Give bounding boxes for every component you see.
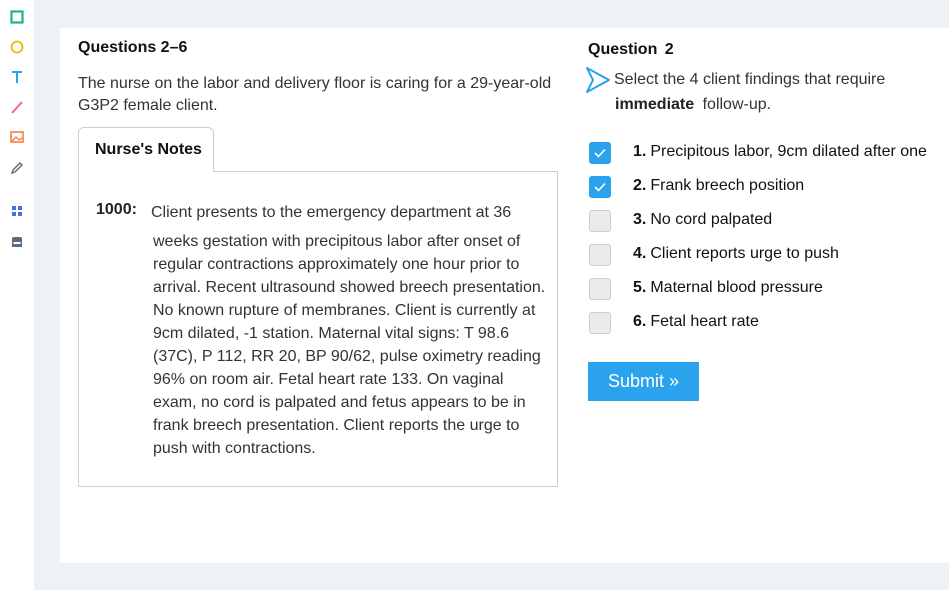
line-tool[interactable]	[8, 98, 26, 116]
line-icon	[10, 100, 24, 114]
option-number: 1.	[633, 143, 647, 160]
square-icon	[10, 10, 24, 24]
instruction-text-line2	[615, 96, 771, 114]
note-line: weeks gestation with precipitous labor after onset of	[153, 233, 521, 250]
option-number: 6.	[633, 313, 647, 330]
note-text	[153, 201, 549, 460]
option-label	[633, 211, 772, 229]
option-6[interactable]	[589, 310, 949, 336]
instruction-text: Select the 4 client findings that require	[614, 71, 886, 88]
option-number: 4.	[633, 245, 647, 262]
text-icon	[10, 70, 24, 84]
option-label	[633, 245, 839, 263]
checkbox[interactable]	[589, 244, 611, 266]
option-text: Frank breech position	[650, 177, 805, 194]
note-time: 1000:	[96, 201, 137, 218]
circle-tool[interactable]	[8, 38, 26, 56]
pencil-icon	[10, 161, 24, 175]
text-tool[interactable]	[8, 68, 26, 86]
pointer-arrow-icon	[586, 67, 610, 93]
note-line: Client presents to the emergency department at 36	[151, 204, 512, 221]
option-text: No cord palpated	[650, 211, 773, 228]
option-1[interactable]	[589, 140, 949, 166]
apps-tool[interactable]	[8, 202, 26, 220]
option-label	[633, 177, 804, 195]
option-text: Client reports urge to push	[650, 245, 839, 262]
checkbox[interactable]	[589, 210, 611, 232]
note-line: (37C), P 112, RR 20, BP 90/62, pulse oximetry reading	[153, 348, 541, 365]
note-line: 96% on room air. Fetal heart rate 133. On vaginal	[153, 371, 504, 388]
option-number: 2.	[633, 177, 647, 194]
image-tool[interactable]	[8, 128, 26, 146]
image-icon	[10, 130, 24, 144]
note-line: push with contractions.	[153, 440, 316, 457]
question-range-title: Questions 2–6	[78, 39, 188, 56]
option-2[interactable]	[589, 174, 949, 200]
option-5[interactable]	[589, 276, 949, 302]
note-line: 9cm dilated, -1 station. Maternal vital signs: T 98.6	[153, 325, 510, 342]
note-line: frank breech presentation. Client reports the urge to	[153, 417, 520, 434]
option-text: Fetal heart rate	[650, 313, 759, 330]
note-line: regular contractions approximately one hour prior to	[153, 256, 520, 273]
tab-label: Nurse's Notes	[95, 141, 202, 158]
checkmark-icon	[594, 148, 606, 158]
checkbox[interactable]	[589, 278, 611, 300]
left-toolbar	[0, 0, 34, 590]
option-label	[633, 313, 759, 331]
option-number: 5.	[633, 279, 647, 296]
tray-icon	[10, 235, 24, 249]
checkbox-checked[interactable]	[589, 142, 611, 164]
checkbox[interactable]	[589, 312, 611, 334]
option-4[interactable]	[589, 242, 949, 268]
note-line: arrival. Recent ultrasound showed breech presentation.	[153, 279, 546, 296]
option-number: 3.	[633, 211, 647, 228]
checkbox-checked[interactable]	[589, 176, 611, 198]
question-number: Question 2	[588, 41, 674, 58]
circle-icon	[10, 40, 24, 54]
nurses-notes-panel	[78, 171, 558, 487]
square-tool[interactable]	[8, 8, 26, 26]
option-text: Precipitous labor, 9cm dilated after one	[650, 143, 927, 160]
question-card	[60, 28, 949, 563]
note-line: No known rupture of membranes. Client is currently at	[153, 302, 536, 319]
note-line: exam, no cord is palpated and fetus appears to be in	[153, 394, 526, 411]
checkmark-icon	[594, 182, 606, 192]
instruction-rest: follow-up.	[702, 96, 772, 113]
option-text: Maternal blood pressure	[650, 279, 823, 296]
apps-icon	[10, 204, 24, 218]
tray-tool[interactable]	[8, 233, 26, 251]
option-label	[633, 279, 823, 297]
submit-button[interactable]: Submit »	[588, 362, 699, 401]
pencil-tool[interactable]	[8, 159, 26, 177]
tab-nurses-notes[interactable]	[78, 127, 214, 172]
instruction-emphasis: immediate	[615, 96, 695, 113]
option-label	[633, 143, 927, 161]
option-3[interactable]	[589, 208, 949, 234]
question-stem: The nurse on the labor and delivery floor is caring for a 29-year-old G3P2 female client.	[78, 75, 552, 114]
